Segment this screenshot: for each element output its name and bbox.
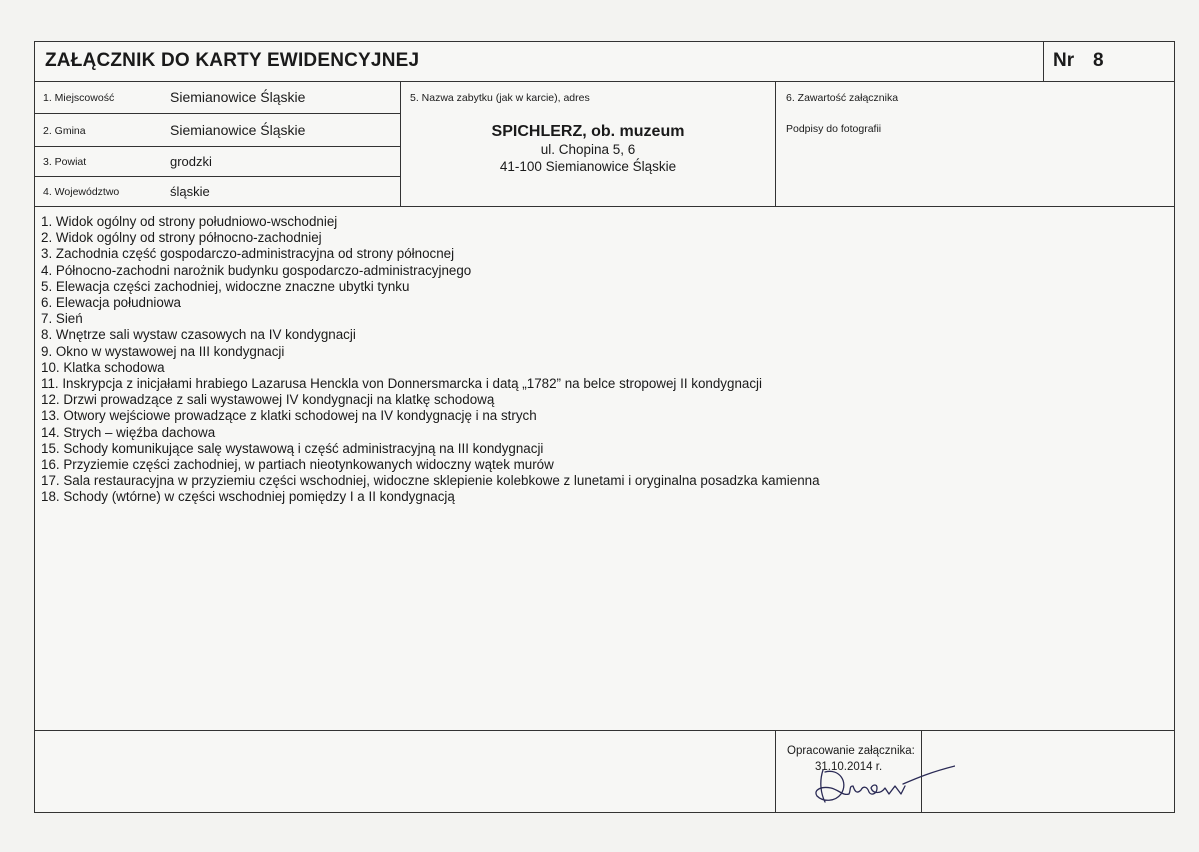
divider	[775, 730, 776, 812]
divider	[35, 206, 1174, 207]
monument-label: 5. Nazwa zabytku (jak w karcie), adres	[410, 92, 590, 104]
miejscowosc-value: Siemianowice Śląskie	[170, 89, 306, 105]
caption-item: 9. Okno w wystawowej na III kondygnacji	[41, 343, 285, 359]
gmina-label: 2. Gmina	[43, 125, 86, 137]
divider	[35, 113, 400, 114]
caption-item: 10. Klatka schodowa	[41, 359, 165, 375]
caption-item: 1. Widok ogólny od strony południowo-wschodniej	[41, 214, 338, 229]
caption-item: 2. Widok ogólny od strony północno-zachodniej	[41, 230, 322, 246]
contents-label: 6. Zawartość załącznika	[786, 92, 899, 104]
signature	[805, 760, 955, 810]
powiat-label: 3. Powiat	[43, 156, 87, 168]
gmina-value: Siemianowice Śląskie	[170, 122, 306, 138]
caption-item: 13. Otwory wejściowe prowadzące z klatki schodowej na IV kondygnację i na strych	[41, 408, 537, 424]
form-title: ZAŁĄCZNIK DO KARTY EWIDENCYJNEJ	[45, 50, 420, 71]
divider	[35, 146, 400, 147]
divider	[1043, 42, 1044, 81]
caption-list	[41, 214, 820, 506]
caption-item: 4. Północno-zachodni narożnik budynku gospodarczo-administracyjnego	[41, 262, 472, 278]
monument-name: SPICHLERZ, ob. muzeum	[491, 123, 685, 140]
caption-item: 7. Sień	[41, 311, 83, 327]
monument-city: 41-100 Siemianowice Śląskie	[499, 159, 677, 174]
prepared-label: Opracowanie załącznika:	[787, 745, 915, 757]
caption-item: 17. Sala restauracyjna w przyziemiu części wschodniej, widoczne sklepienie kolebkowe z lunetami i oryginalna posadzka kamienna	[41, 473, 820, 489]
caption-item: 5. Elewacja części zachodniej, widoczne znaczne ubytki tynku	[41, 278, 410, 294]
caption-item: 18. Schody (wtórne) w części wschodniej pomiędzy I a II kondygnacją	[41, 489, 455, 505]
caption-item: 12. Drzwi prowadzące z sali wystawowej IV kondygnacji na klatkę schodową	[41, 392, 495, 408]
nr-label: Nr	[1053, 50, 1075, 71]
wojewodztwo-label: 4. Województwo	[43, 186, 120, 198]
monument-street: ul. Chopina 5, 6	[540, 142, 636, 157]
caption-item: 6. Elewacja południowa	[41, 295, 181, 311]
divider	[775, 81, 776, 206]
nr-value: 8	[1093, 50, 1104, 71]
caption-item: 15. Schody komunikujące salę wystawową i część administracyjną na III kondygnacji	[41, 440, 544, 456]
caption-item: 14. Strych – więźba dachowa	[41, 424, 216, 440]
divider	[35, 81, 1174, 82]
caption-item: 11. Inskrypcja z inicjałami hrabiego Lazarusa Henckla von Donnersmarcka i datą „1782” na belce stropowej II kondygnacji	[41, 376, 762, 392]
caption-item: 16. Przyziemie części zachodniej, w partiach nieotynkowanych widoczny wątek murów	[41, 457, 554, 473]
prepared-date: 31.10.2014 r.	[815, 761, 883, 773]
divider	[35, 730, 1174, 731]
attachment-form	[34, 41, 1175, 813]
powiat-value: grodzki	[170, 154, 212, 169]
caption-item: 3. Zachodnia część gospodarczo-administracyjna od strony północnej	[41, 246, 455, 262]
divider	[35, 176, 400, 177]
wojewodztwo-value: śląskie	[170, 184, 210, 199]
contents-value: Podpisy do fotografii	[786, 123, 882, 135]
miejscowosc-label: 1. Miejscowość	[43, 92, 115, 104]
caption-item: 8. Wnętrze sali wystaw czasowych na IV kondygnacji	[41, 327, 356, 343]
